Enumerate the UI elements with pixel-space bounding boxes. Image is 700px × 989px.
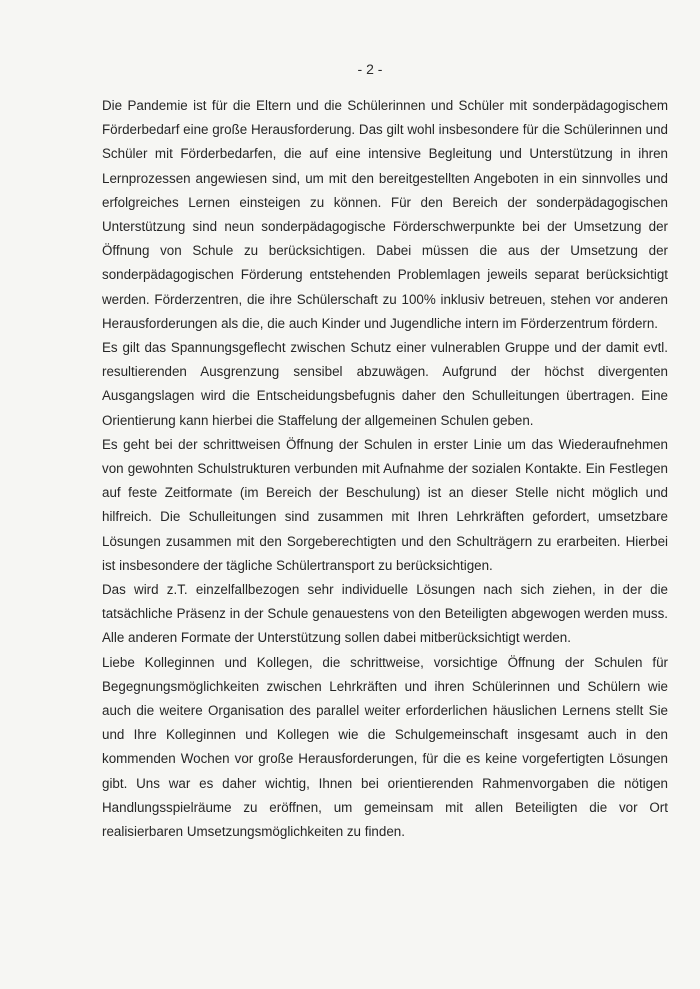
paragraph-closing-address: Liebe Kolleginnen und Kollegen, die schrittweise, vorsichtige Öffnung der Schulen für Begegnungsmöglichkeiten zwischen Lehrkräften und ihren Schülerinnen und Schülern wie auch die weitere Organisation des parallel weiter erforderlichen häuslichen Lernens stellt Sie und Ihre Kolleginnen und Kollegen wie die Schulgemeinschaft insgesamt auch in den kommenden Wochen vor große Herausforderungen, für die es keine vorgefertigten Lösungen gibt. Uns war es daher wichtig, Ihnen bei orientierenden Rahmenvorgaben die nötigen Handlungsspielräume zu eröffnen, um gemeinsam mit allen Beteiligten die vor Ort realisierbaren Umsetzungsmöglichkeiten zu finden. [102, 654, 668, 840]
paragraph-individual-solutions: Das wird z.T. einzelfallbezogen sehr individuelle Lösungen nach sich ziehen, in der die tatsächliche Präsenz in der Schule genauestens von den Beteiligten abgewogen werden muss. Alle anderen Formate der Unterstützung sollen dabei mitberücksichtigt werden. [102, 582, 668, 646]
document-body [102, 94, 668, 844]
paragraph-pandemic-challenge: Die Pandemie ist für die Eltern und die Schülerinnen und Schüler mit sonderpädagogischem Förderbedarf eine große Herausforderung. Das gilt wohl insbesondere für die Schülerinnen und Schüler mit Förderbedarfen, die auf eine intensive Begleitung und Unterstützung in ihren Lernprozessen angewiesen sind, um mit den bereitgestellten Angeboten in ein sinnvolles und erfolgreiches Lernen einsteigen zu können. Für den Bereich der sonderpädagogischen Unterstützung sind neun sonderpädagogische Förderschwerpunkte bei der Umsetzung der Öffnung von Schule zu berücksichtigen. Dabei müssen die aus der Umsetzung der sonderpädagogischen Förderung entstehenden Problemlagen jeweils separat berücksichtigt werden. Förderzentren, die ihre Schülerschaft zu 100% inklusiv betreuen, stehen vor anderen Herausforderungen als die, die auch Kinder und Jugendliche intern im Förderzentrum fördern. [102, 98, 668, 331]
page-number: - 2 - [357, 61, 383, 77]
paragraph-school-opening: Es geht bei der schrittweisen Öffnung der Schulen in erster Linie um das Wiederaufnehmen von gewohnten Schulstrukturen verbunden mit Aufnahme der sozialen Kontakte. Ein Festlegen auf feste Zeitformate (im Bereich der Beschulung) ist an dieser Stelle nicht möglich und hilfreich. Die Schulleitungen sind zusammen mit Ihren Lehrkräften gefordert, umsetzbare Lösungen zusammen mit den Sorgeberechtigten und den Schulträgern zu erarbeiten. Hierbei ist insbesondere der tägliche Schülertransport zu berücksichtigen. [102, 436, 668, 573]
paragraph-tension-balance: Es gilt das Spannungsgeflecht zwischen Schutz einer vulnerablen Gruppe und der damit evtl. resultierenden Ausgrenzung sensibel abzuwägen. Aufgrund der höchst divergenten Ausgangslagen wird die Entscheidungsbefugnis daher den Schulleitungen übertragen. Eine Orientierung kann hierbei die Staffelung der allgemeinen Schulen geben. [102, 340, 668, 428]
